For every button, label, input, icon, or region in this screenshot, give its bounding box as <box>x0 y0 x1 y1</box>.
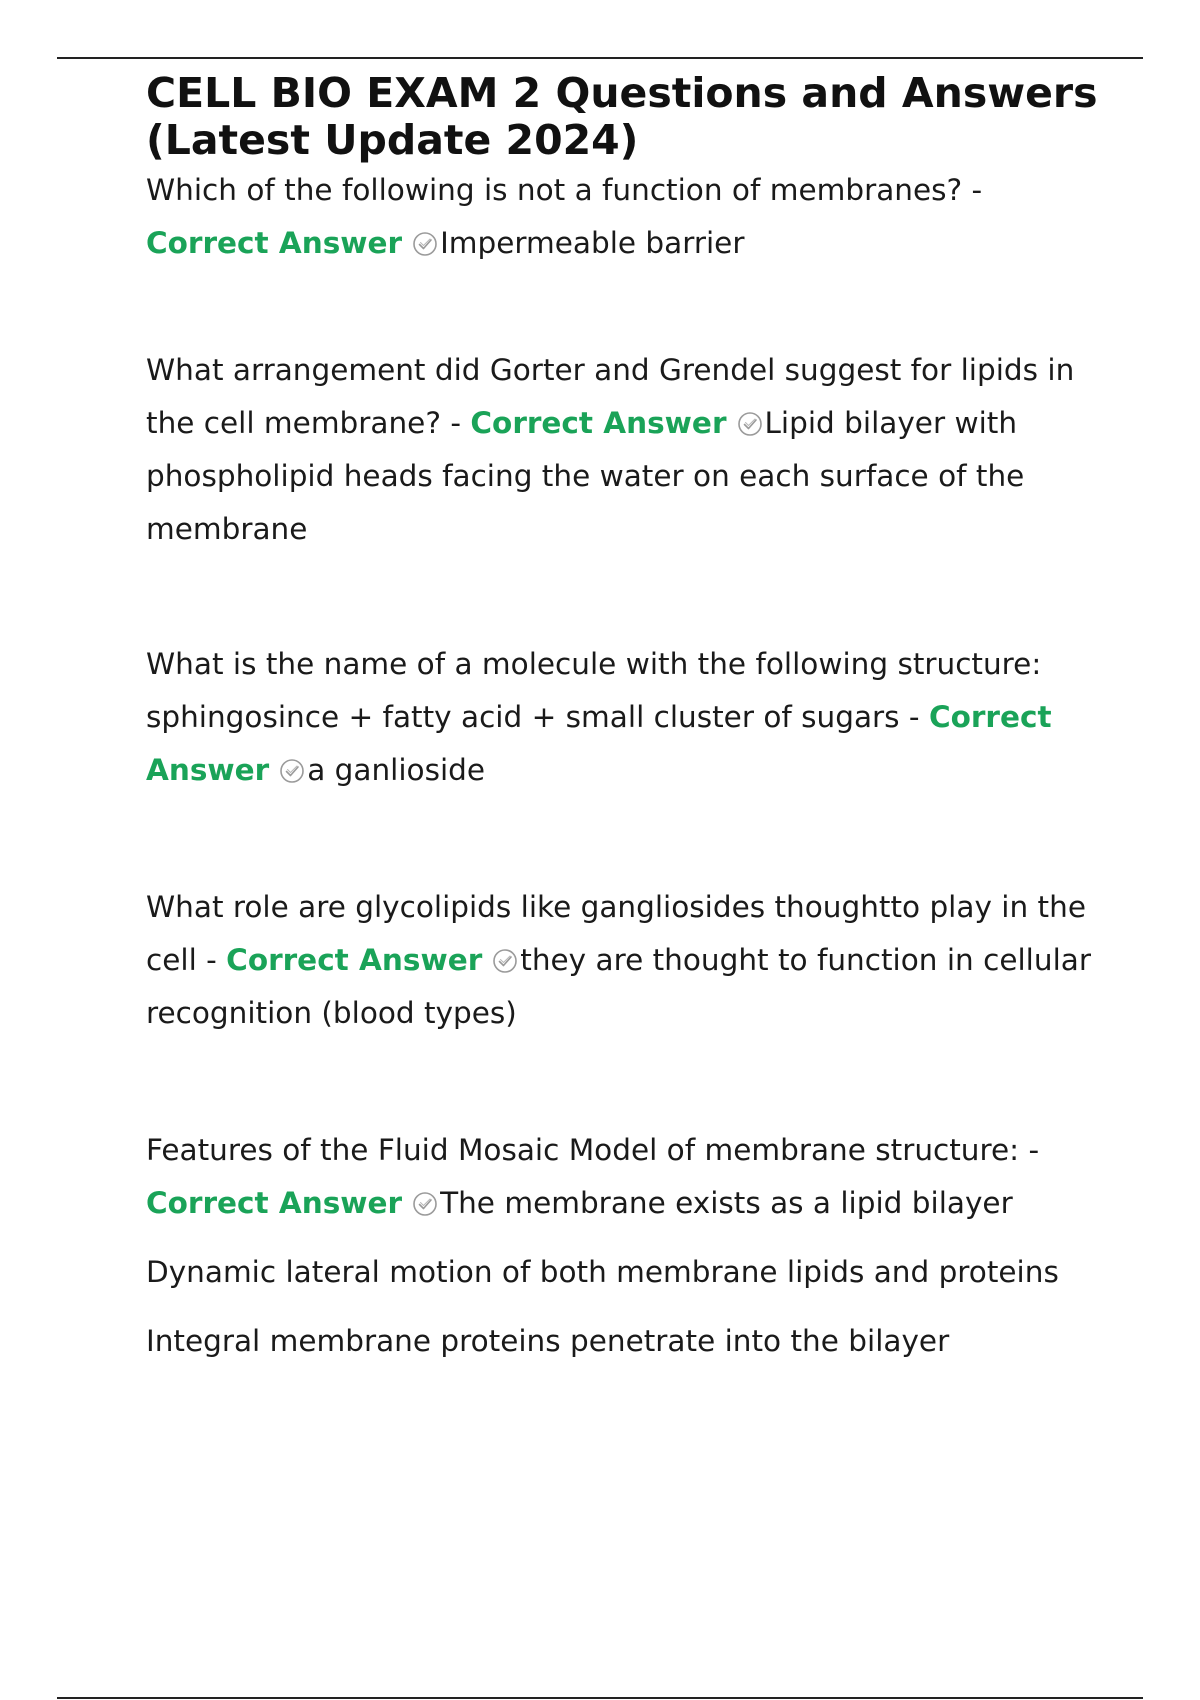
correct-answer-label: Correct Answer <box>146 1186 403 1220</box>
bottom-rule <box>57 1697 1143 1699</box>
qa-item-5 <box>146 1124 1106 1230</box>
question-text: What is the name of a molecule with the following structure: sphingosince + fatty acid + small cluster of sugars <box>146 647 1042 734</box>
document-body <box>146 70 1106 1368</box>
qa-item-2 <box>146 344 1106 556</box>
check-circle-icon <box>492 948 518 974</box>
answer-text: Impermeable barrier <box>440 226 745 260</box>
question-text: Features of the Fluid Mosaic Model of membrane structure: <box>146 1133 1020 1167</box>
question-text: Which of the following is not a function of membranes? <box>146 173 963 207</box>
correct-answer-label: Correct Answer <box>226 943 483 977</box>
check-circle-icon <box>412 1191 438 1217</box>
check-circle-icon <box>279 758 305 784</box>
answer-text: a ganlioside <box>307 753 486 787</box>
check-circle-icon <box>412 231 438 257</box>
correct-answer-label: Correct Answer <box>470 406 727 440</box>
separator: - <box>899 700 929 734</box>
answer-continuation: Integral membrane proteins penetrate into the bilayer <box>146 1324 950 1358</box>
qa-item-3 <box>146 638 1106 797</box>
qa-item-1 <box>146 164 1106 270</box>
answer-text: they are thought to function in cellular recognition (blood types) <box>146 943 1091 1030</box>
page-title: CELL BIO EXAM 2 Questions and Answers (Latest Update 2024) <box>146 69 1098 164</box>
top-rule <box>57 57 1143 59</box>
separator: - <box>962 173 983 207</box>
check-circle-icon <box>737 411 763 437</box>
question-text: What role are glycolipids like gangliosides thoughtto play in the cell <box>146 890 1086 977</box>
answer-text: The membrane exists as a lipid bilayer <box>440 1186 1013 1220</box>
separator: - <box>441 406 471 440</box>
correct-answer-label: Correct Answer <box>146 226 403 260</box>
answer-continuation: Dynamic lateral motion of both membrane lipids and proteins <box>146 1255 1059 1289</box>
question-text: What arrangement did Gorter and Grendel suggest for lipids in the cell membrane? <box>146 353 1075 440</box>
qa-item-4 <box>146 881 1106 1040</box>
separator: - <box>1019 1133 1040 1167</box>
answer-text: Lipid bilayer with phospholipid heads facing the water on each surface of the membrane <box>146 406 1025 546</box>
correct-answer-label: Correct Answer <box>146 700 1052 787</box>
separator: - <box>196 943 227 977</box>
